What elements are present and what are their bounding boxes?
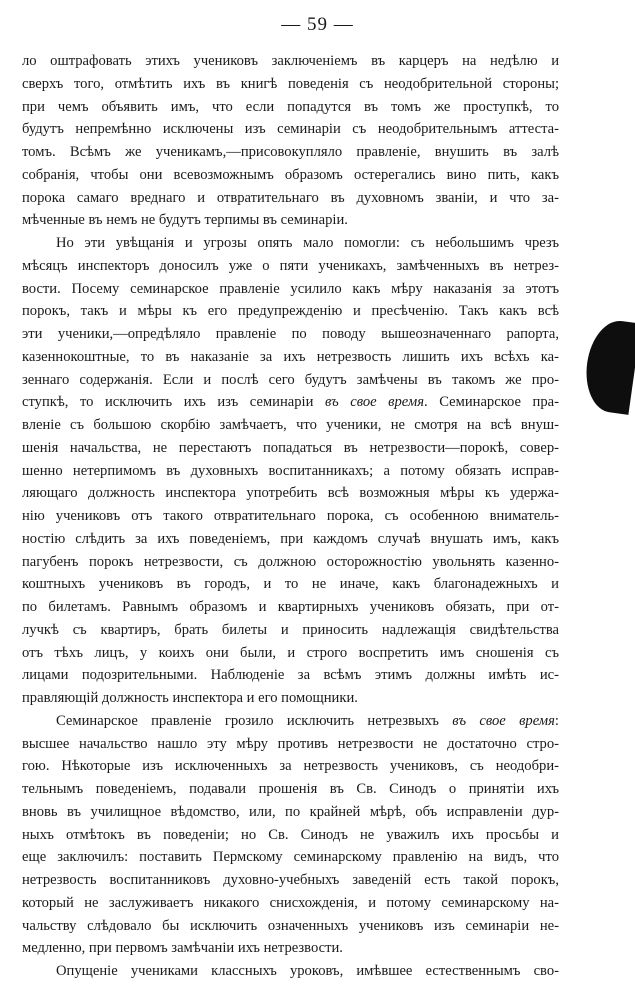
text-line: нетрезвость воспитанниковъ духовно-учебныхъ заведеній есть такой порокъ, [22, 872, 559, 888]
emphasized-phrase: въ свое время [324, 394, 425, 411]
text-line: ностію слѣдить за ихъ поведеніемъ, при каждомъ случаѣ внушать имъ, какъ [22, 530, 559, 547]
text-line: еще заключилъ: поставить Пермскому семинарскому правленію на видъ, что [22, 849, 559, 866]
text-line: гою. Нѣкоторые изъ исключенныхъ за нетрезвость учениковъ, съ неодобри- [22, 758, 559, 775]
text-line: тельнымъ поведеніемъ, подавали прошенія въ Св. Синодъ о принятіи ихъ [22, 781, 559, 797]
text-line: эти ученики,—опредѣляло правленіе по поводу вышеозначеннаго рапорта, [22, 326, 559, 342]
text-line: шенно нетерпимомъ въ духовныхъ воспитанникахъ; а потому обязать исправ- [22, 462, 559, 479]
text-line: вновь въ училищное вѣдомство, или, по крайней мѣрѣ, объ исправленіи дур- [22, 803, 559, 820]
text-line: порока самаго вреднаго и отвратительнаго въ духовномъ званіи, и что за- [22, 189, 559, 206]
paragraph-start-line: Опущеніе учениками классныхъ уроковъ, имѣвшее естественнымъ сво- [56, 963, 559, 979]
text-line: ляющаго должность инспектора употребить всѣ возможныя мѣры къ удержа- [22, 485, 559, 502]
text-line: порокъ, такъ и мѣры къ его предупрежденію и пресѣченію. Такъ какъ всѣ [22, 303, 559, 320]
text-line: казеннокоштные, то въ наказаніе за ихъ нетрезвость лишить ихъ всѣхъ ка- [22, 348, 559, 365]
text-line: зеннаго содержанія. Если и послѣ сего будутъ замѣчены въ такомъ же про- [22, 371, 559, 388]
text-line: лицами подозрительными. Наблюденіе за всѣмъ этимъ должны имѣть ис- [22, 667, 559, 684]
text-line: который не заслуживаетъ никакого снисхожденія, и потому семинарскому на- [22, 894, 559, 911]
text-line: нію учениковъ отъ такого отвратительнаго порока, съ особенною вниматель- [22, 508, 559, 524]
emphasized-phrase: въ свое время [452, 712, 555, 729]
text-line: высшее начальство нашло эту мѣру противъ нетрезвости не достаточно стро- [22, 735, 559, 752]
page-edge-shadow [581, 317, 635, 415]
text-line: лучкѣ съ квартиръ, брать билеты и приносить надлежащія свидѣтельства [22, 621, 559, 638]
text-line: медленно, при первомъ замѣчаніи ихъ нетрезвости. [22, 940, 343, 957]
text-line: пагубенъ порокъ нетрезвости, съ должною осторожностію увольнять казенно- [22, 553, 559, 570]
text-line: по билетамъ. Равнымъ образомъ и квартирныхъ учениковъ обязать, при от- [22, 599, 559, 615]
paragraph-start-line: Но эти увѣщанія и угрозы опять мало помогли: съ небольшимъ чрезъ [56, 235, 559, 251]
text-line: отъ тѣхъ лицъ, у коихъ они были, и строго воспретить имъ сношенія съ [22, 644, 559, 661]
text-line: томъ. Всѣмъ же ученикамъ,—присовокупляло правленіе, внушить въ залѣ [22, 144, 559, 160]
body-text [22, 50, 559, 983]
page-number: — 59 — [281, 14, 354, 35]
text-line: сверхъ того, отмѣтить ихъ въ книгѣ поведенія съ неодобрительной стороны; [22, 75, 559, 92]
text-line: чальству слѣдовало бы исключить означенныхъ учениковъ изъ семинаріи не- [22, 917, 559, 934]
text-line: вости. Посему семинарское правленіе усилило какъ мѣру наказанія за этотъ [22, 280, 559, 297]
text-line: собранія, чтобы они всевозможнымъ образомъ остерегались вино пить, какъ [22, 166, 559, 183]
text-line: ныхъ отмѣтокъ въ поведеніи; но Св. Синодъ не уважилъ ихъ просьбы и [22, 826, 559, 843]
text-line: будутъ непремѣнно исключены изъ семинаріи съ неодобрительнымъ аттеста- [22, 121, 559, 138]
text-line: правляющій должность инспектора и его помощники. [22, 690, 358, 706]
text-line: шенія начальства, не перестаютъ попадаться въ нетрезвости—порокѣ, совер- [22, 439, 559, 456]
text-line: мѣченные въ немъ не будутъ терпимы въ семинаріи. [22, 212, 348, 229]
text-line: ступкѣ, то исключить ихъ изъ семинаріи въ свое время. Семинарское пра- [22, 394, 559, 411]
text-line: коштныхъ учениковъ въ городъ, и то не иначе, какъ благонадежныхъ и [22, 576, 559, 593]
text-line: вленіе съ большою скорбію замѣчаетъ, что ученики, не смотря на всѣ внуш- [22, 417, 559, 433]
text-line: при чемъ объявить имъ, что если попадутся въ томъ же проступкѣ, то [22, 98, 559, 115]
text-line: ло оштрафовать этихъ учениковъ заключеніемъ въ карцеръ на недѣлю и [22, 53, 559, 69]
paragraph-start-line: Семинарское правленіе грозило исключить нетрезвыхъ въ свое время: [56, 712, 559, 729]
text-line: мѣсяцъ инспекторъ доносилъ уже о пяти ученикахъ, замѣченныхъ въ нетрез- [22, 257, 559, 274]
